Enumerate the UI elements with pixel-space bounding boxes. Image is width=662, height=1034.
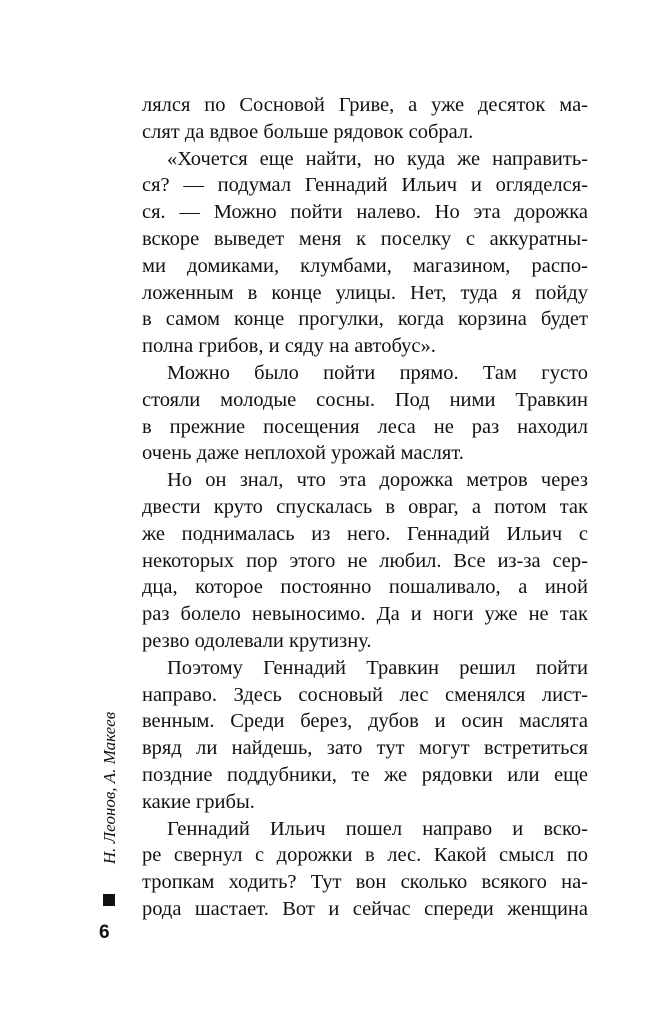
text-line: вскоре выведет меня к поселку с аккуратны-: [142, 227, 588, 250]
text-line: слят да вдвое больше рядовок собрал.: [142, 120, 474, 143]
text-line: «Хочется еще найти, но куда же направить-: [167, 147, 588, 170]
text-line: раз болело невыносимо. Да и ноги уже не так: [142, 603, 588, 626]
text-line: какие грибы.: [142, 790, 255, 813]
text-line: ре свернул с дорожки в лес. Какой смысл по: [142, 844, 588, 867]
text-line: полна грибов, и сяду на автобус».: [142, 335, 436, 358]
page-number: 6: [99, 922, 110, 943]
text-line: ложенным в конце улицы. Нет, туда я пойду: [142, 281, 588, 304]
text-line: Поэтому Геннадий Травкин решил пойти: [167, 656, 588, 679]
text-line: очень даже неплохой урожай маслят.: [142, 442, 464, 465]
text-line: тропкам ходить? Тут вон сколько всякого на-: [142, 871, 588, 894]
text-line: дца, которое постоянно пошаливало, а иной: [142, 576, 588, 599]
text-line: в прежние посещения леса не раз находил: [142, 415, 588, 438]
text-line: резво одолевали крутизну.: [142, 629, 372, 652]
author-names: Н. Леонов, А. Макеев: [100, 711, 119, 864]
text-line: двести круто спускалась в овраг, а потом так: [142, 495, 588, 518]
text-line: венным. Среди берез, дубов и осин маслята: [142, 710, 588, 733]
text-line: Можно было пойти прямо. Там густо: [167, 361, 588, 384]
body-text: [142, 92, 588, 923]
text-line: в самом конце прогулки, когда корзина будет: [142, 308, 588, 331]
text-line: Геннадий Ильич пошел направо и вско-: [167, 817, 588, 840]
text-line: поздние поддубники, те же рядовки или еще: [142, 763, 588, 786]
text-line: ми домиками, клумбами, магазином, распо-: [142, 254, 588, 277]
text-line: вряд ли найдешь, зато тут могут встретиться: [142, 737, 588, 760]
text-line: ся? — подумал Геннадий Ильич и огляделся-: [142, 174, 588, 197]
text-line: направо. Здесь сосновый лес сменялся лист-: [142, 683, 588, 706]
text-line: рода шастает. Вот и сейчас спереди женщина: [142, 897, 588, 920]
text-line: лялся по Сосновой Гриве, а уже десяток ма-: [142, 94, 588, 116]
text-line: некоторых пор этого не любил. Все из-за сер-: [142, 549, 588, 572]
text-line: ся. — Можно пойти налево. Но эта дорожка: [142, 201, 588, 224]
text-line: стояли молодые сосны. Под ними Травкин: [142, 388, 588, 411]
text-line: же поднималась из него. Геннадий Ильич с: [142, 522, 588, 545]
running-author-header: [98, 695, 122, 880]
text-line: Но он знал, что эта дорожка метров через: [167, 469, 588, 492]
square-marker-icon: [103, 894, 115, 906]
